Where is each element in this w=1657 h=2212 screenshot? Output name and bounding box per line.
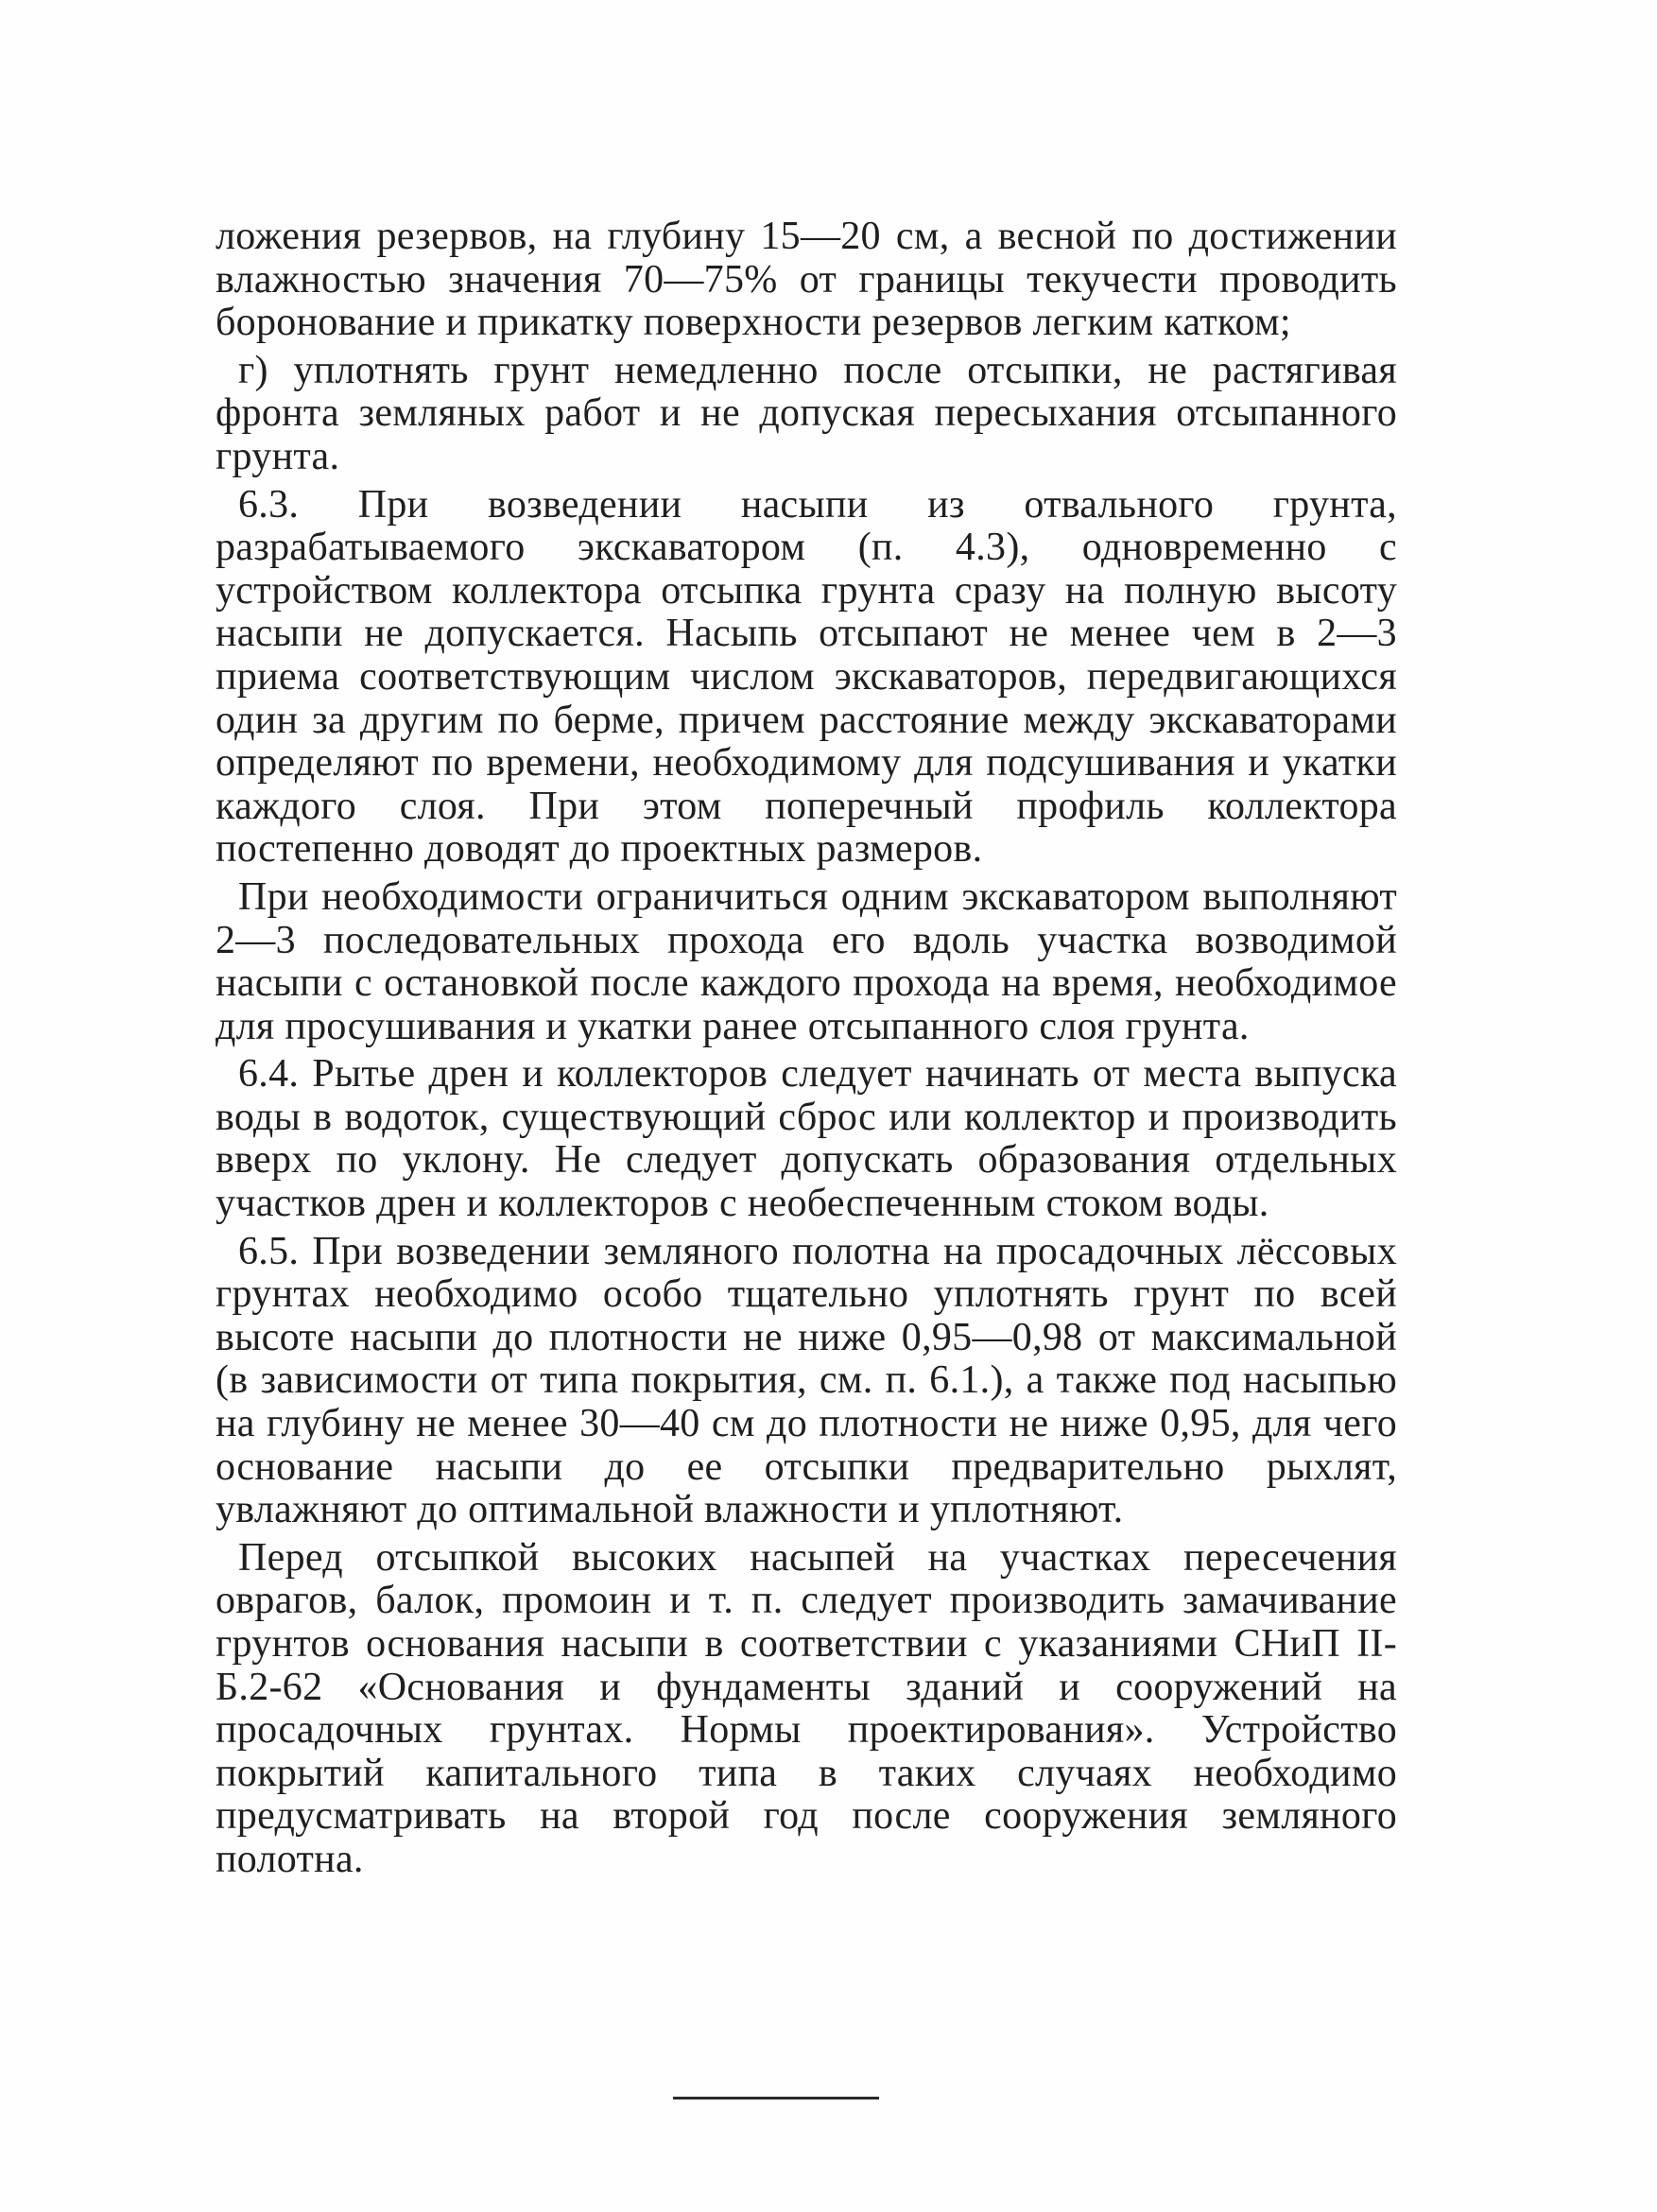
paragraph-6-5-note: Перед отсыпкой высоких насыпей на участках пересечения оврагов, балок, промоин и т. п. следует производить замачивание грунтов основания насыпи в соответствии с указаниями СНиП II-Б.2-62 «Основания и фундаменты зданий и сооружений на просадочных грунтах. Нормы проектирования». Устройство покрытий капитального типа в таких случаях необходимо предусматривать на второй год после сооружения земляного полотна. xyxy=(216,1535,1397,1881)
paragraph-6-3: 6.3. При возведении насыпи из отвального грунта, разрабатываемого экскаватором (п. 4.3), одновременно с устройством коллектора отсыпка грунта сразу на полную высоту насыпи не допускается. Насыпь отсыпают не менее чем в 2—3 приема соответствующим числом экскаваторов, передвигающихся один за другим по берме, причем расстояние между экскаваторами определяют по времени, необходимому для подсушивания и укатки каждого слоя. При этом поперечный профиль коллектора постепенно доводят до проектных размеров. xyxy=(216,482,1397,872)
paragraph-continuation: ложения резервов, на глубину 15—20 см, а весной по достижении влажностью значения 70—75% от границы текучести проводить боронование и прикатку поверхности резервов легким катком; xyxy=(216,215,1397,345)
paragraph-item-g: г) уплотнять грунт немедленно после отсыпки, не растягивая фронта земляных работ и не допуская пересыхания отсыпанного грунта. xyxy=(216,348,1397,478)
paragraph-6-3-note: При необходимости ограничиться одним экскаватором выполняют 2—3 последовательных прохода его вдоль участка возводимой насыпи с остановкой после каждого прохода на время, необходимое для просушивания и укатки ранее отсыпанного слоя грунта. xyxy=(216,874,1397,1048)
paragraph-6-4: 6.4. Рытье дрен и коллекторов следует начинать от места выпуска воды в водоток, существующий сброс или коллектор и производить вверх по уклону. Не следует допускать образования отдельных участков дрен и коллекторов с необеспеченным стоком воды. xyxy=(216,1052,1397,1226)
closing-divider xyxy=(673,2097,879,2100)
paragraph-6-5: 6.5. При возведении земляного полотна на просадочных лёссовых грунтах необходимо особо тщательно уплотнять грунт по всей высоте насыпи до плотности не ниже 0,95—0,98 от максимальной (в зависимости от типа покрытия, см. п. 6.1.), а также под насыпью на глубину не менее 30—40 см до плотности не ниже 0,95, для чего основание насыпи до ее отсыпки предварительно рыхлят, увлажняют до оптимальной влажности и уплотняют. xyxy=(216,1229,1397,1532)
body-text xyxy=(216,216,1397,1882)
